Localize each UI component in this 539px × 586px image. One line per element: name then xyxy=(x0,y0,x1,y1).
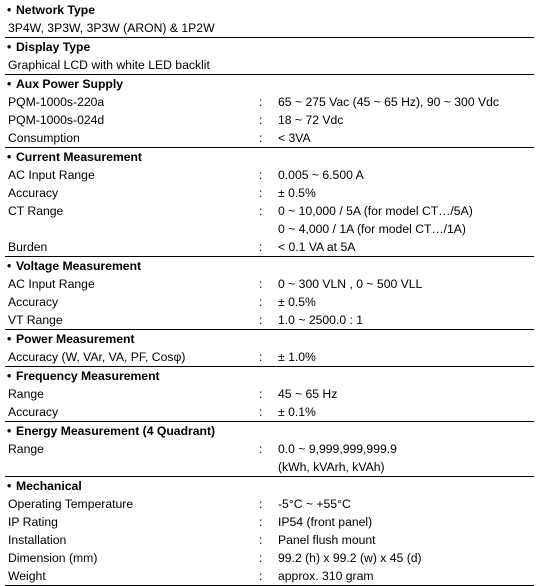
spec-section xyxy=(5,1,534,38)
spec-value-line: < 0.1 VA at 5A xyxy=(278,239,356,254)
spec-value-line: -5°C ~ +55°C xyxy=(278,496,351,511)
spec-row xyxy=(5,129,534,147)
section-title-text: Network Type xyxy=(16,2,96,17)
spec-label: Burden xyxy=(8,239,48,254)
spec-value-line: 1.0 ~ 2500.0 : 1 xyxy=(278,312,364,327)
spec-row xyxy=(5,202,534,238)
bullet-icon: • xyxy=(7,478,12,493)
spec-value-line: 0 ~ 300 VLN , 0 ~ 500 VLL xyxy=(278,276,423,291)
section-title xyxy=(5,257,534,275)
spec-separator: : xyxy=(259,185,263,200)
spec-label: VT Range xyxy=(8,312,63,327)
bullet-icon: • xyxy=(7,368,12,383)
spec-value xyxy=(278,549,534,567)
spec-value-line: ± 0.5% xyxy=(278,185,316,200)
spec-value-line: ± 0.1% xyxy=(278,404,316,419)
section-title-text: Display Type xyxy=(16,39,91,54)
spec-row xyxy=(5,348,534,366)
spec-value-line: 99.2 (h) x 99.2 (w) x 45 (d) xyxy=(278,550,422,565)
spec-separator: : xyxy=(259,239,263,254)
spec-label: AC Input Range xyxy=(8,167,95,182)
spec-value xyxy=(278,111,534,129)
spec-value-line: 18 ~ 72 Vdc xyxy=(278,112,344,127)
spec-section xyxy=(5,75,534,148)
spec-value xyxy=(278,238,534,256)
spec-label: Accuracy xyxy=(8,404,59,419)
spec-section xyxy=(5,422,534,477)
spec-value xyxy=(278,495,534,513)
spec-value xyxy=(278,129,534,147)
spec-section xyxy=(5,257,534,330)
section-value: 3P4W, 3P3W, 3P3W (ARON) & 1P2W xyxy=(8,20,215,35)
section-title xyxy=(5,330,534,348)
bullet-icon: • xyxy=(7,39,12,54)
spec-value xyxy=(278,567,534,585)
spec-separator: : xyxy=(259,568,263,583)
spec-value-line: IP54 (front panel) xyxy=(278,514,373,529)
spec-separator: : xyxy=(259,130,263,145)
spec-value xyxy=(278,440,534,476)
spec-row xyxy=(5,238,534,256)
spec-row xyxy=(5,311,534,329)
spec-value xyxy=(278,513,534,531)
spec-value xyxy=(278,184,534,202)
bullet-icon: • xyxy=(7,2,12,17)
section-title-text: Power Measurement xyxy=(16,331,135,346)
spec-label: Dimension (mm) xyxy=(8,550,98,565)
spec-separator: : xyxy=(259,312,263,327)
spec-separator: : xyxy=(259,404,263,419)
spec-label: Range xyxy=(8,441,44,456)
spec-value-line: 45 ~ 65 Hz xyxy=(278,386,338,401)
spec-value-line: Panel flush mount xyxy=(278,532,376,547)
spec-label: Weight xyxy=(8,568,46,583)
spec-row xyxy=(5,385,534,403)
spec-value-line: 0 ~ 10,000 / 5A (for model CT…/5A) xyxy=(278,203,473,218)
spec-label: Consumption xyxy=(8,130,80,145)
spec-separator: : xyxy=(259,532,263,547)
spec-value xyxy=(278,348,534,366)
spec-row xyxy=(5,549,534,567)
spec-separator: : xyxy=(259,386,263,401)
spec-value xyxy=(278,385,534,403)
spec-value xyxy=(278,202,534,238)
spec-value xyxy=(278,275,534,293)
spec-value xyxy=(278,93,534,111)
spec-section xyxy=(5,38,534,75)
spec-separator: : xyxy=(259,203,263,218)
spec-separator: : xyxy=(259,94,263,109)
spec-separator: : xyxy=(259,112,263,127)
bullet-icon: • xyxy=(7,76,12,91)
spec-value-line: 0.005 ~ 6.500 A xyxy=(278,167,364,182)
spec-separator: : xyxy=(259,496,263,511)
spec-value-line: (kWh, kVArh, kVAh) xyxy=(278,459,385,474)
section-title xyxy=(5,38,534,56)
spec-section xyxy=(5,148,534,257)
spec-row xyxy=(5,184,534,202)
section-title xyxy=(5,367,534,385)
spec-label: IP Rating xyxy=(8,514,58,529)
spec-label: Accuracy xyxy=(8,294,59,309)
spec-row xyxy=(5,403,534,421)
spec-separator: : xyxy=(259,349,263,364)
section-title-text: Frequency Measurement xyxy=(16,368,160,383)
section-title xyxy=(5,75,534,93)
section-title-text: Voltage Measurement xyxy=(16,258,142,273)
spec-label: Range xyxy=(8,386,44,401)
spec-label: CT Range xyxy=(8,203,64,218)
spec-row xyxy=(5,93,534,111)
spec-value-line: < 3VA xyxy=(278,130,311,145)
spec-row xyxy=(5,531,534,549)
spec-separator: : xyxy=(259,550,263,565)
spec-label: Operating Temperature xyxy=(8,496,134,511)
spec-section xyxy=(5,367,534,422)
spec-row xyxy=(5,440,534,476)
spec-value-line: ± 1.0% xyxy=(278,349,316,364)
spec-separator: : xyxy=(259,441,263,456)
section-title xyxy=(5,1,534,19)
bullet-icon: • xyxy=(7,258,12,273)
spec-row xyxy=(5,293,534,311)
spec-separator: : xyxy=(259,294,263,309)
spec-label: PQM-1000s-024d xyxy=(8,112,105,127)
section-title xyxy=(5,477,534,495)
spec-row xyxy=(5,111,534,129)
spec-value-line: approx. 310 gram xyxy=(278,568,374,583)
spec-label: Accuracy (W, VAr, VA, PF, Cosφ) xyxy=(8,349,186,364)
spec-value xyxy=(278,166,534,184)
spec-label: Accuracy xyxy=(8,185,59,200)
spec-value xyxy=(278,293,534,311)
spec-value xyxy=(278,531,534,549)
spec-section xyxy=(5,477,534,586)
section-title-text: Energy Measurement (4 Quadrant) xyxy=(16,423,216,438)
spec-value-line: 0 ~ 4,000 / 1A (for model CT…/1A) xyxy=(278,221,466,236)
section-title xyxy=(5,148,534,166)
section-title-text: Aux Power Supply xyxy=(16,76,123,91)
section-title-text: Mechanical xyxy=(16,478,82,493)
spec-label: PQM-1000s-220a xyxy=(8,94,105,109)
spec-row xyxy=(5,567,534,585)
spec-value-line: 65 ~ 275 Vac (45 ~ 65 Hz), 90 ~ 300 Vdc xyxy=(278,94,499,109)
spec-row xyxy=(5,275,534,293)
spec-value-line: 0.0 ~ 9,999,999,999.9 xyxy=(278,441,397,456)
section-title-text: Current Measurement xyxy=(16,149,142,164)
spec-table xyxy=(5,1,534,586)
spec-section xyxy=(5,330,534,367)
spec-separator: : xyxy=(259,167,263,182)
spec-label: Installation xyxy=(8,532,67,547)
bullet-icon: • xyxy=(7,423,12,438)
bullet-icon: • xyxy=(7,331,12,346)
spec-row xyxy=(5,166,534,184)
spec-separator: : xyxy=(259,276,263,291)
section-value: Graphical LCD with white LED backlit xyxy=(8,57,210,72)
spec-separator: : xyxy=(259,514,263,529)
section-title xyxy=(5,422,534,440)
spec-label: AC Input Range xyxy=(8,276,95,291)
spec-value xyxy=(278,311,534,329)
spec-value xyxy=(278,403,534,421)
spec-row xyxy=(5,513,534,531)
bullet-icon: • xyxy=(7,149,12,164)
spec-row xyxy=(5,495,534,513)
spec-value-line: ± 0.5% xyxy=(278,294,316,309)
